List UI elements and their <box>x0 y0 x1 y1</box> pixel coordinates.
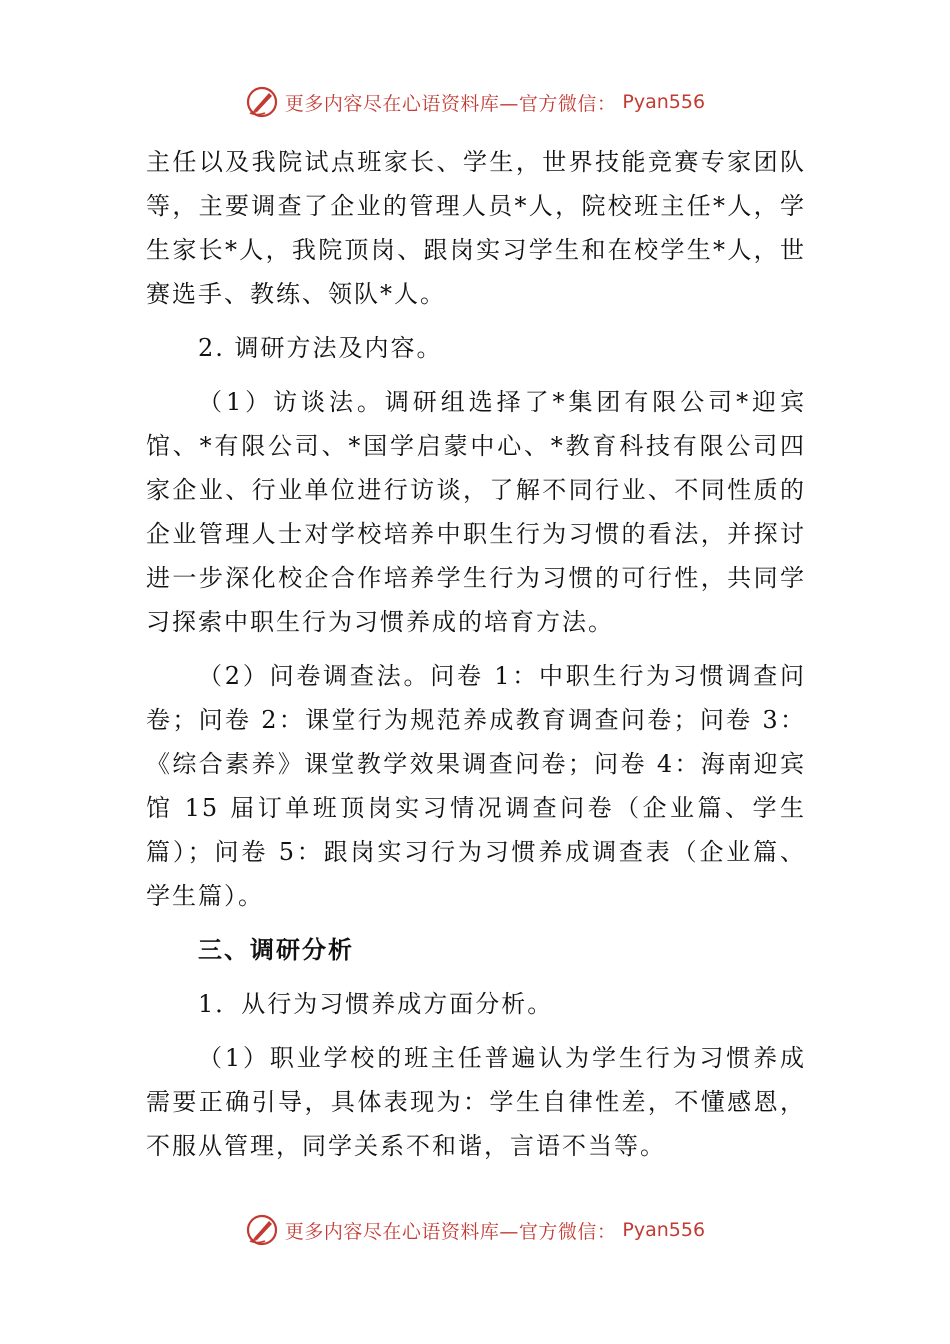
paragraph-questionnaire-method: （2）问卷调查法。问卷 1：中职生行为习惯调查问卷；问卷 2：课堂行为规范养成教育调查问卷；问卷 3：《综合素养》课堂教学效果调查问卷；问卷 4：海南迎宾馆 15 届订单班顶岗实习情况调查问卷（企业篇、学生篇）；问卷 5：跟岗实习行为习惯养成调查表（企业篇、学生篇）。 <box>146 662 806 910</box>
pen-logo-icon <box>245 1213 279 1247</box>
section-heading-analysis: 三、调研分析 <box>198 935 354 964</box>
paragraph-habit-analysis-title: 1．从行为习惯养成方面分析。 <box>198 990 554 1018</box>
banner-site-text: 更多内容尽在心语资料库—官方微信： <box>284 1220 617 1243</box>
paragraph-interview-method: （1）访谈法。调研组选择了*集团有限公司*迎宾馆、*有限公司、*国学启蒙中心、*教育科技有限公司四家企业、行业单位进行访谈，了解不同行业、不同性质的企业管理人士对学校培养中职生行为习惯的看法，并探讨进一步深化校企合作培养学生行为习惯的可行性，共同学习探索中职生行为习惯养成的培育方法。 <box>146 388 806 636</box>
banner-site-text: 更多内容尽在心语资料库—官方微信： <box>284 92 617 115</box>
banner-wechat-id: Pyan556 <box>622 1219 706 1241</box>
paragraph-methods-title: 2. 调研方法及内容。 <box>198 334 443 362</box>
banner-wechat-id: Pyan556 <box>622 91 706 113</box>
header-banner <box>0 82 950 122</box>
document-body <box>146 140 806 1168</box>
footer-banner <box>0 1210 950 1250</box>
paragraph-survey-subjects: 主任以及我院试点班家长、学生，世界技能竞赛专家团队等，主要调查了企业的管理人员*人，院校班主任*人，学生家长*人，我院顶岗、跟岗实习学生和在校学生*人，世赛选手、教练、领队*人。 <box>146 148 806 308</box>
pen-logo-icon <box>245 85 279 119</box>
paragraph-teacher-findings: （1）职业学校的班主任普遍认为学生行为习惯养成需要正确引导，具体表现为：学生自律性差，不懂感恩，不服从管理，同学关系不和谐，言语不当等。 <box>146 1044 806 1160</box>
